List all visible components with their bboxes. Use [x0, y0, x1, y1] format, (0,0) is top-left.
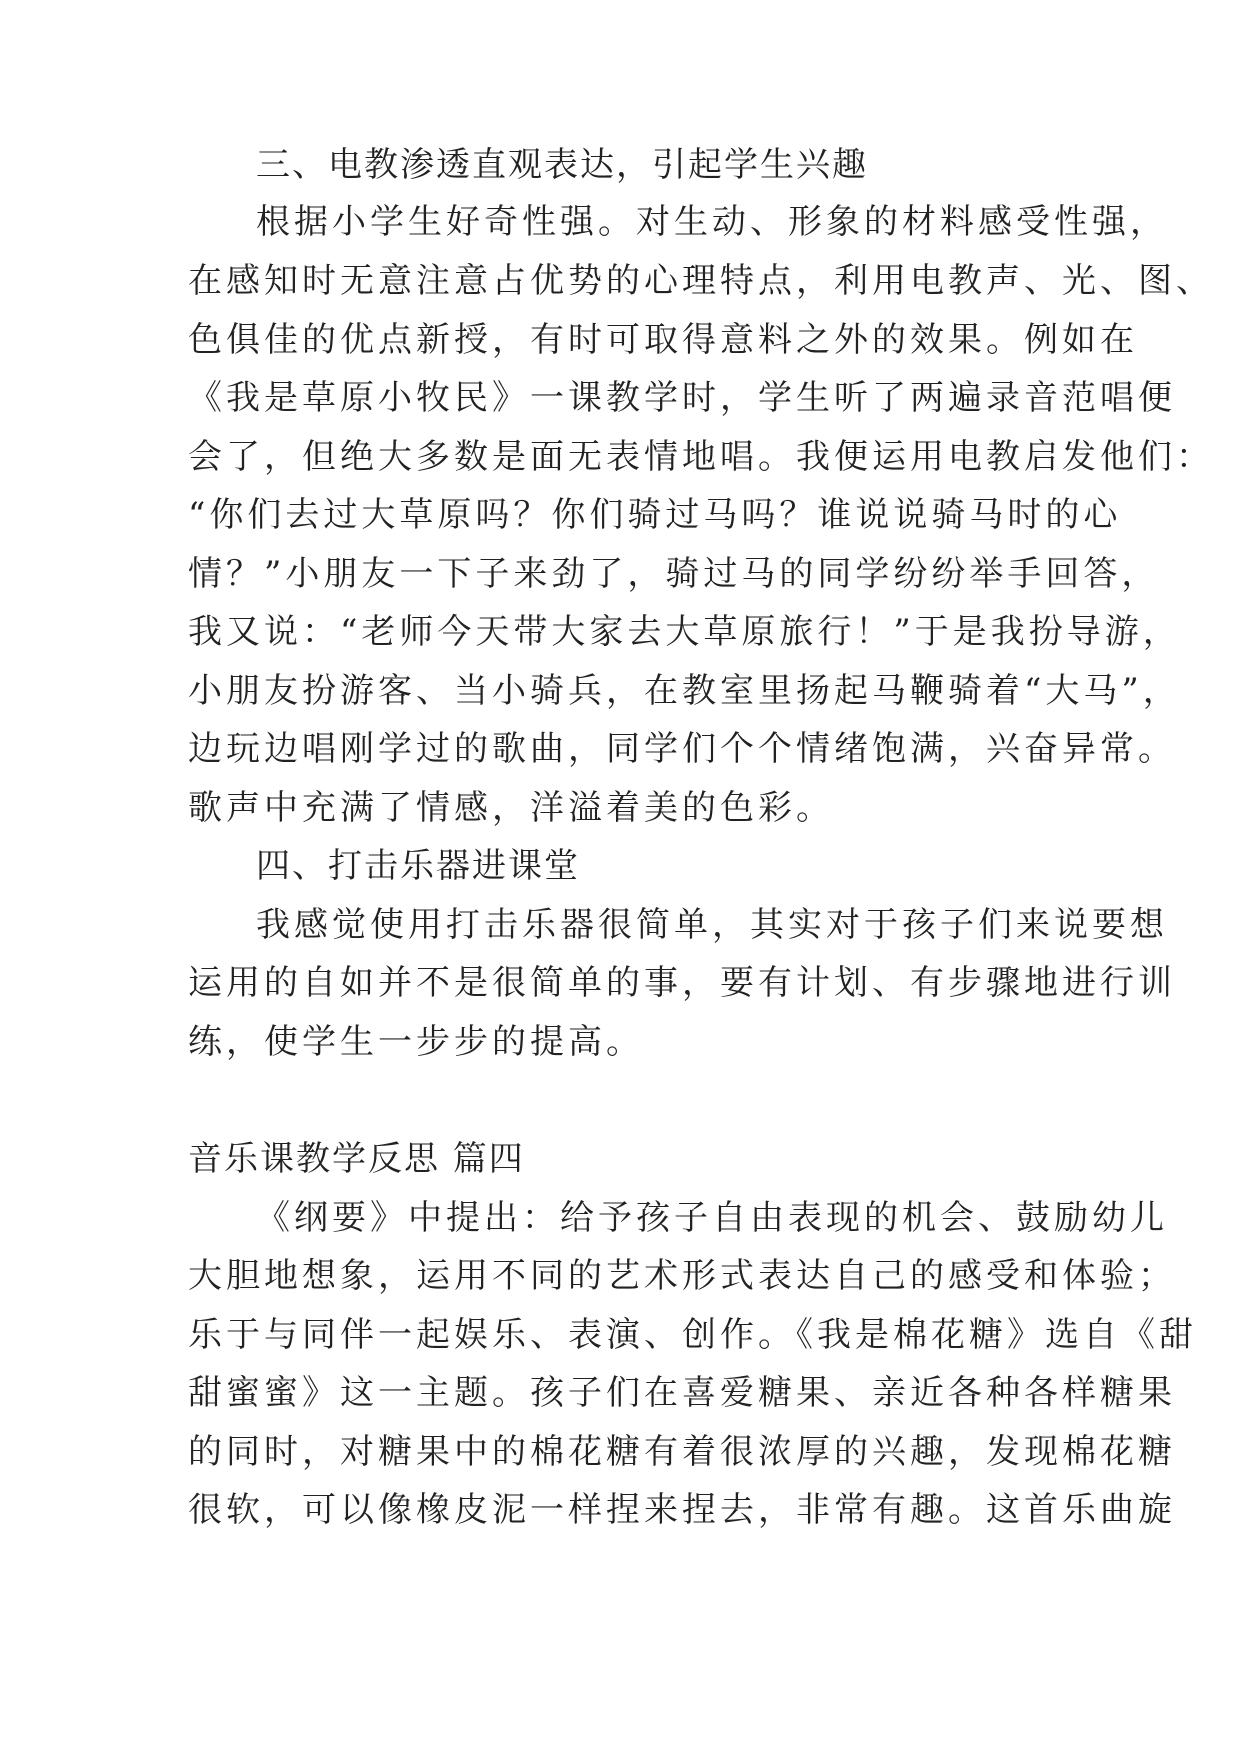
article-title: 音乐课教学反思 篇四 — [188, 1139, 525, 1179]
section3-line: 情？”小朋友一下子来劲了，骑过马的同学纷纷举手回答， — [188, 554, 1160, 594]
article-line: 很软，可以像橡皮泥一样捏来捏去，非常有趣。这首乐曲旋 — [188, 1490, 1176, 1530]
section4-heading: 四、打击乐器进课堂 — [256, 846, 580, 886]
article-line: 的同时，对糖果中的棉花糖有着很浓厚的兴趣，发现棉花糖 — [188, 1432, 1176, 1472]
section3-heading: 三、电教渗透直观表达，引起学生兴趣 — [256, 145, 868, 185]
section4-line: 运用的自如并不是很简单的事，要有计划、有步骤地进行训 — [188, 963, 1176, 1003]
section3-line: 歌声中充满了情感，洋溢着美的色彩。 — [188, 788, 834, 828]
article-line: 乐于与同伴一起娱乐、表演、创作。《我是棉花糖》选自《甜 — [188, 1315, 1197, 1355]
section3-line: 会了，但绝大多数是面无表情地唱。我便运用电教启发他们： — [188, 437, 1214, 477]
section4-line: 我感觉使用打击乐器很简单，其实对于孩子们来说要想 — [256, 905, 1168, 945]
section3-line: 小朋友扮游客、当小骑兵，在教室里扬起马鞭骑着“大马”， — [188, 671, 1181, 711]
section3-line: 根据小学生好奇性强。对生动、形象的材料感受性强， — [256, 202, 1168, 242]
article-line: 甜蜜蜜》这一主题。孩子们在喜爱糖果、亲近各种各样糖果 — [188, 1373, 1176, 1413]
article-line: 《纲要》中提出：给予孩子自由表现的机会、鼓励幼儿 — [256, 1198, 1168, 1238]
section3-line: 色俱佳的优点新授，有时可取得意料之外的效果。例如在 — [188, 320, 1138, 360]
section3-line: “你们去过大草原吗？你们骑过马吗？谁说说骑马时的心 — [188, 495, 1122, 535]
section4-line: 练，使学生一步步的提高。 — [188, 1022, 644, 1062]
section3-line: 《我是草原小牧民》一课教学时，学生听了两遍录音范唱便 — [188, 378, 1176, 418]
section3-line: 边玩边唱刚学过的歌曲，同学们个个情绪饱满，兴奋异常。 — [188, 729, 1176, 769]
article-line: 大胆地想象，运用不同的艺术形式表达自己的感受和体验； — [188, 1256, 1176, 1296]
section3-line: 在感知时无意注意占优势的心理特点，利用电教声、光、图、 — [188, 261, 1214, 301]
section3-line: 我又说：“老师今天带大家去大草原旅行！”于是我扮导游， — [188, 612, 1181, 652]
